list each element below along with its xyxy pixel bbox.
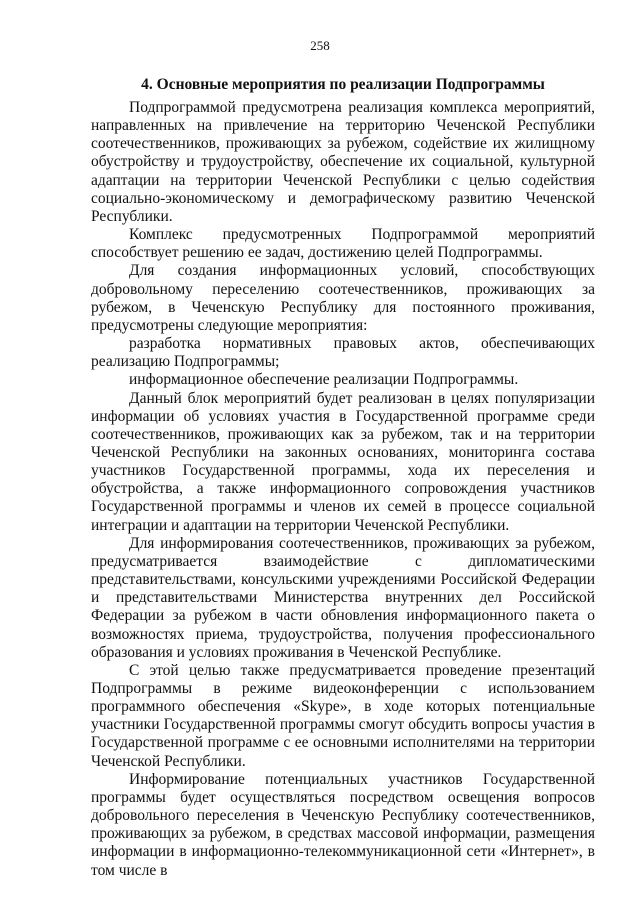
page-number: 258	[310, 38, 330, 53]
list-item: информационное обеспечение реализации Подпрограммы.	[129, 371, 519, 389]
paragraph: Комплекс предусмотренных Подпрограммой мероприятий способствует решению ее задач, достижению целей Подпрограммы.	[91, 226, 595, 262]
list-item: разработка нормативных правовых актов, обеспечивающих реализацию Подпрограммы;	[91, 335, 595, 371]
body-text	[91, 99, 595, 880]
paragraph: С этой целью также предусматривается проведение презентаций Подпрограммы в режиме видеоконференции с использованием программного обеспечения «Skype», в ходе которых потенциальные участники Государственной программы смогут обсудить вопросы участия в Государственной программе с ее основными исполнителями на территории Чеченской Республики.	[91, 661, 595, 770]
section-heading: 4. Основные мероприятия по реализации Подпрограммы	[141, 76, 545, 93]
paragraph: Информирование потенциальных участников Государственной программы будет осуществляться посредством освещения вопросов добровольного переселения в Чеченскую Республику соотечественников, проживающих за рубежом, в средствах массовой информации, размещения информации в информационно-телекоммуникационной сети «Интернет», в том числе в	[91, 770, 595, 879]
paragraph: Подпрограммой предусмотрена реализация комплекса мероприятий, направленных на привлечение на территорию Чеченской Республики соотечественников, проживающих за рубежом, содействие их жилищному обустройству и трудоустройству, обеспечение их социальной, культурной адаптации на территории Чеченской Республики с целью содействия социально-экономическому и демографическому развитию Чеченской Республики.	[91, 99, 595, 225]
paragraph: Данный блок мероприятий будет реализован в целях популяризации информации об условиях участия в Государственной программе среди соотечественников, проживающих как за рубежом, так и на территории Чеченской Республики на законных основаниях, мониторинга состава участников Государственной программы, хода их переселения и обустройства, а также информационного сопровождения участников Государственной программы и членов их семей в процессе социальной интеграции и адаптации на территории Чеченской Республики.	[91, 389, 595, 534]
paragraph: Для информирования соотечественников, проживающих за рубежом, предусматривается взаимодействие с дипломатическими представительствами, консульскими учреждениями Российской Федерации и представительствами Министерства внутренних дел Российской Федерации за рубежом в части обновления информационного пакета о возможностях приема, трудоустройства, получения профессионального образования и условиях проживания в Чеченской Республике.	[91, 534, 595, 661]
paragraph: Для создания информационных условий, способствующих добровольному переселению соотечественников, проживающих за рубежом, в Чеченскую Республику для постоянного проживания, предусмотрены следующие мероприятия:	[91, 262, 595, 334]
